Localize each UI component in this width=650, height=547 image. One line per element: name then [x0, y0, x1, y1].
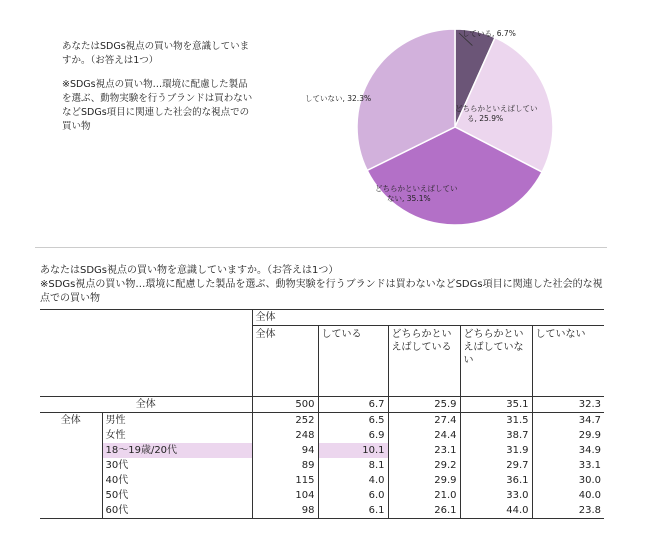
cell-n: 89	[252, 458, 318, 473]
total-row-label: 全体	[40, 397, 252, 413]
cell-value: 29.9	[388, 473, 460, 488]
divider	[35, 247, 607, 248]
cell-n: 252	[252, 413, 318, 429]
cell-value: 6.9	[318, 428, 388, 443]
cell-value: 23.1	[388, 443, 460, 458]
cell-n: 115	[252, 473, 318, 488]
cell-value: 29.7	[460, 458, 532, 473]
cell-value: 38.7	[460, 428, 532, 443]
row-label: 18〜19歳/20代	[102, 443, 252, 458]
cell-value: 36.1	[460, 473, 532, 488]
col-header-not: していない	[532, 326, 604, 397]
col-header-doing: している	[318, 326, 388, 397]
cell-n: 500	[252, 397, 318, 413]
results-table	[40, 309, 604, 519]
cell-value: 24.4	[388, 428, 460, 443]
cell-value: 8.1	[318, 458, 388, 473]
row-label: 50代	[102, 488, 252, 503]
cell-value: 6.7	[318, 397, 388, 413]
cell-value: 25.9	[388, 397, 460, 413]
table-question-title: あなたはSDGs視点の買い物を意識していますか。（お答えは1つ）	[40, 265, 339, 276]
cell-value: 34.7	[532, 413, 604, 429]
question-box	[62, 40, 257, 144]
table-row	[40, 473, 604, 488]
row-label: 60代	[102, 503, 252, 519]
cell-value: 33.0	[460, 488, 532, 503]
question-note: ※SDGs視点の買い物…環境に配慮した製品を選ぶ、動物実験を行うブランドは買わないなどSDGs項目に関連した社会的な視点での買い物	[62, 79, 253, 132]
row-label: 30代	[102, 458, 252, 473]
cell-value: 31.5	[460, 413, 532, 429]
row-label: 男性	[102, 413, 252, 429]
cell-value: 6.0	[318, 488, 388, 503]
cell-value: 33.1	[532, 458, 604, 473]
cell-value: 34.9	[532, 443, 604, 458]
cell-value: 6.5	[318, 413, 388, 429]
cell-value: 21.0	[388, 488, 460, 503]
row-label: 40代	[102, 473, 252, 488]
cell-n: 98	[252, 503, 318, 519]
pie-chart	[300, 18, 630, 228]
table-question	[40, 264, 610, 306]
cell-value: 44.0	[460, 503, 532, 519]
cell-value: 6.1	[318, 503, 388, 519]
col-header-somewhat-not: どちらかといえばしていない	[460, 326, 532, 397]
table-question-note: ※SDGs視点の買い物…環境に配慮した製品を選ぶ、動物実験を行うブランドは買わないなどSDGs項目に関連した社会的な視点での買い物	[40, 279, 603, 304]
table-row	[40, 443, 604, 458]
cell-value: 10.1	[318, 443, 388, 458]
slice-label: している, 6.7%	[462, 29, 516, 38]
table-row	[40, 413, 604, 429]
col-header-somewhat-doing: どちらかといえばしている	[388, 326, 460, 397]
row-label: 女性	[102, 428, 252, 443]
table-row	[40, 503, 604, 519]
slice-label: どちらかといえばしていない, 35.1%	[375, 184, 458, 203]
table-row-total	[40, 397, 604, 413]
table-row	[40, 458, 604, 473]
cell-value: 30.0	[532, 473, 604, 488]
cell-n: 248	[252, 428, 318, 443]
cell-value: 31.9	[460, 443, 532, 458]
col-header-total: 全体	[252, 326, 318, 397]
slice-label: どちらかといえばしている, 25.9%	[455, 104, 538, 123]
slice-label: していない, 32.3%	[305, 94, 372, 103]
cell-value: 35.1	[460, 397, 532, 413]
cell-n: 104	[252, 488, 318, 503]
segment-label: 全体	[40, 413, 102, 429]
cell-n: 94	[252, 443, 318, 458]
cell-value: 27.4	[388, 413, 460, 429]
cell-value: 32.3	[532, 397, 604, 413]
question-text: あなたはSDGs視点の買い物を意識していますか。（お答えは1つ）	[62, 41, 250, 66]
cell-value: 4.0	[318, 473, 388, 488]
cell-value: 29.2	[388, 458, 460, 473]
cell-value: 23.8	[532, 503, 604, 519]
cell-value: 29.9	[532, 428, 604, 443]
group-header: 全体	[252, 310, 604, 326]
cell-value: 40.0	[532, 488, 604, 503]
table-row	[40, 488, 604, 503]
table-row	[40, 428, 604, 443]
cell-value: 26.1	[388, 503, 460, 519]
